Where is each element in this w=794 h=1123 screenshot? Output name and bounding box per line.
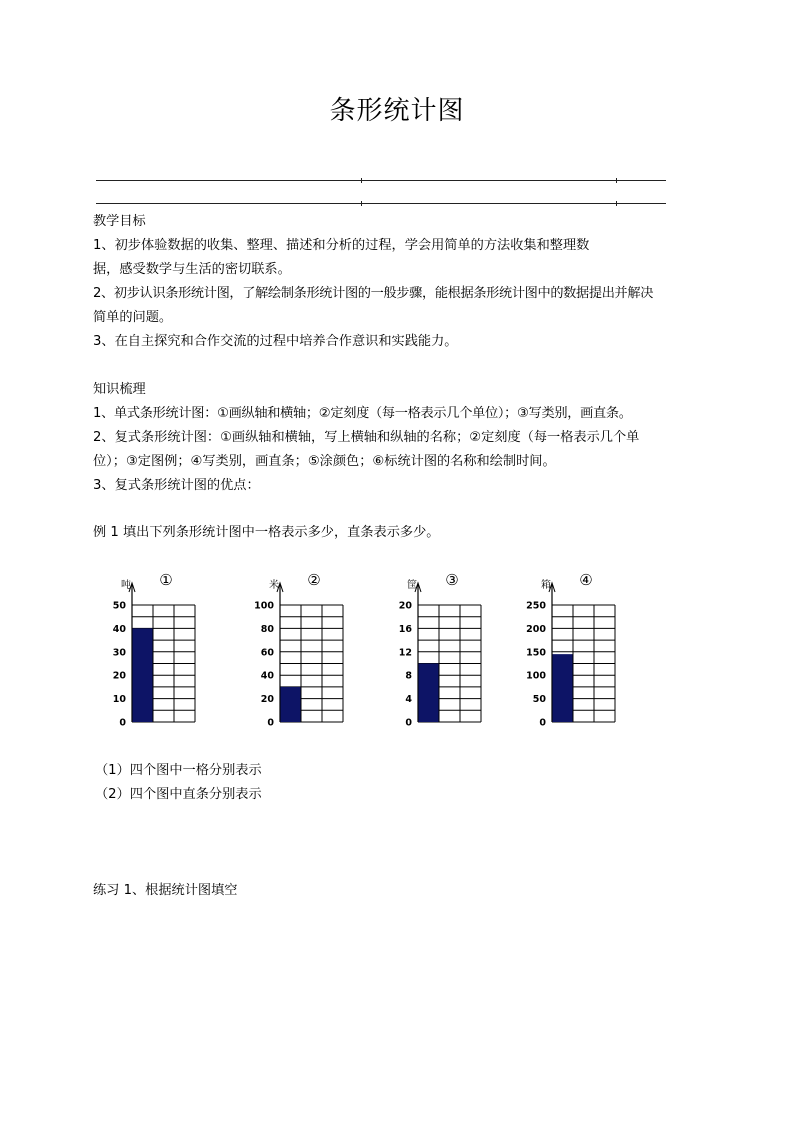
divider-line — [96, 203, 666, 204]
knowledge-section — [93, 378, 705, 498]
tick-label: 12 — [398, 647, 412, 659]
tick-label: 60 — [260, 647, 274, 659]
y-axis-unit: 筐 — [407, 580, 417, 591]
tick-label: 40 — [260, 670, 274, 682]
y-axis-unit: 箱 — [541, 580, 551, 591]
knowledge-heading: 知识梳理 — [93, 382, 146, 397]
question-1: （1）四个图中一格分别表示 — [95, 763, 262, 778]
tick-label: 250 — [526, 600, 546, 612]
tick-label: 80 — [260, 623, 274, 635]
tick-label: 20 — [112, 670, 126, 682]
tick-label: 150 — [526, 647, 546, 659]
bar-chart-2 — [256, 565, 366, 739]
y-axis-unit: 吨 — [121, 580, 131, 591]
bar — [419, 664, 439, 723]
tick-label: 100 — [254, 600, 274, 612]
tick-label: 30 — [112, 647, 126, 659]
tick-label: 50 — [532, 694, 546, 706]
bar-chart-3 — [394, 565, 504, 739]
bar — [133, 628, 153, 722]
tick-label: 8 — [405, 670, 412, 682]
objective-2-line-2: 简单的问题。 — [93, 310, 173, 325]
tick-label: 40 — [112, 623, 126, 635]
page-title: 条形统计图 — [329, 96, 465, 126]
example-questions — [93, 759, 705, 807]
tick-label: 20 — [398, 600, 412, 612]
tick-label: 20 — [260, 694, 274, 706]
bar — [553, 654, 573, 722]
exercise-prompt: 练习 1、根据统计图填空 — [93, 883, 238, 898]
knowledge-item-2-line-1: 2、复式条形统计图：①画纵轴和横轴，写上横轴和纵轴的名称；②定刻度（每一格表示几个单 — [93, 430, 640, 445]
chart-title: ③ — [445, 571, 459, 589]
tick-label: 0 — [267, 717, 274, 729]
knowledge-item-3: 3、复式条形统计图的优点： — [93, 478, 260, 493]
chart-title: ② — [307, 571, 321, 589]
bar-chart-4 — [528, 565, 643, 739]
tick-label: 10 — [112, 694, 126, 706]
objective-2-line-1: 2、初步认识条形统计图，了解绘制条形统计图的一般步骤，能根据条形统计图中的数据提出并解决 — [93, 286, 654, 301]
tick-label: 16 — [398, 623, 412, 635]
objectives-heading: 教学目标 — [93, 214, 146, 229]
tick-label: 4 — [405, 694, 412, 706]
tick-label: 0 — [119, 717, 126, 729]
example-prompt: 例 1 填出下列条形统计图中一格表示多少，直条表示多少。 — [93, 525, 440, 540]
tick-label: 50 — [112, 600, 126, 612]
objective-1-line-2: 据，感受数学与生活的密切联系。 — [93, 262, 291, 277]
objective-1-line-1: 1、初步体验数据的收集、整理、描述和分析的过程，学会用简单的方法收集和整理数 — [93, 238, 590, 253]
chart-title: ④ — [579, 571, 593, 589]
bar-chart-1 — [108, 565, 218, 739]
question-2: （2）四个图中直条分别表示 — [95, 787, 262, 802]
objectives-section — [93, 210, 705, 354]
tick-label: 200 — [526, 623, 546, 635]
y-axis-unit: 米 — [269, 580, 279, 591]
knowledge-item-2-line-2: 位）；③定图例；④写类别，画直条；⑤涂颜色；⑥标统计图的名称和绘制时间。 — [93, 454, 556, 469]
knowledge-item-1: 1、单式条形统计图：①画纵轴和横轴；②定刻度（每一格表示几个单位）；③写类别，画直条。 — [93, 406, 632, 421]
chart-title: ① — [159, 571, 173, 589]
divider-line — [96, 180, 666, 181]
tick-label: 0 — [405, 717, 412, 729]
objective-3: 3、在自主探究和合作交流的过程中培养合作意识和实践能力。 — [93, 334, 458, 349]
tick-label: 0 — [539, 717, 546, 729]
bar — [281, 687, 301, 722]
tick-label: 100 — [526, 670, 546, 682]
